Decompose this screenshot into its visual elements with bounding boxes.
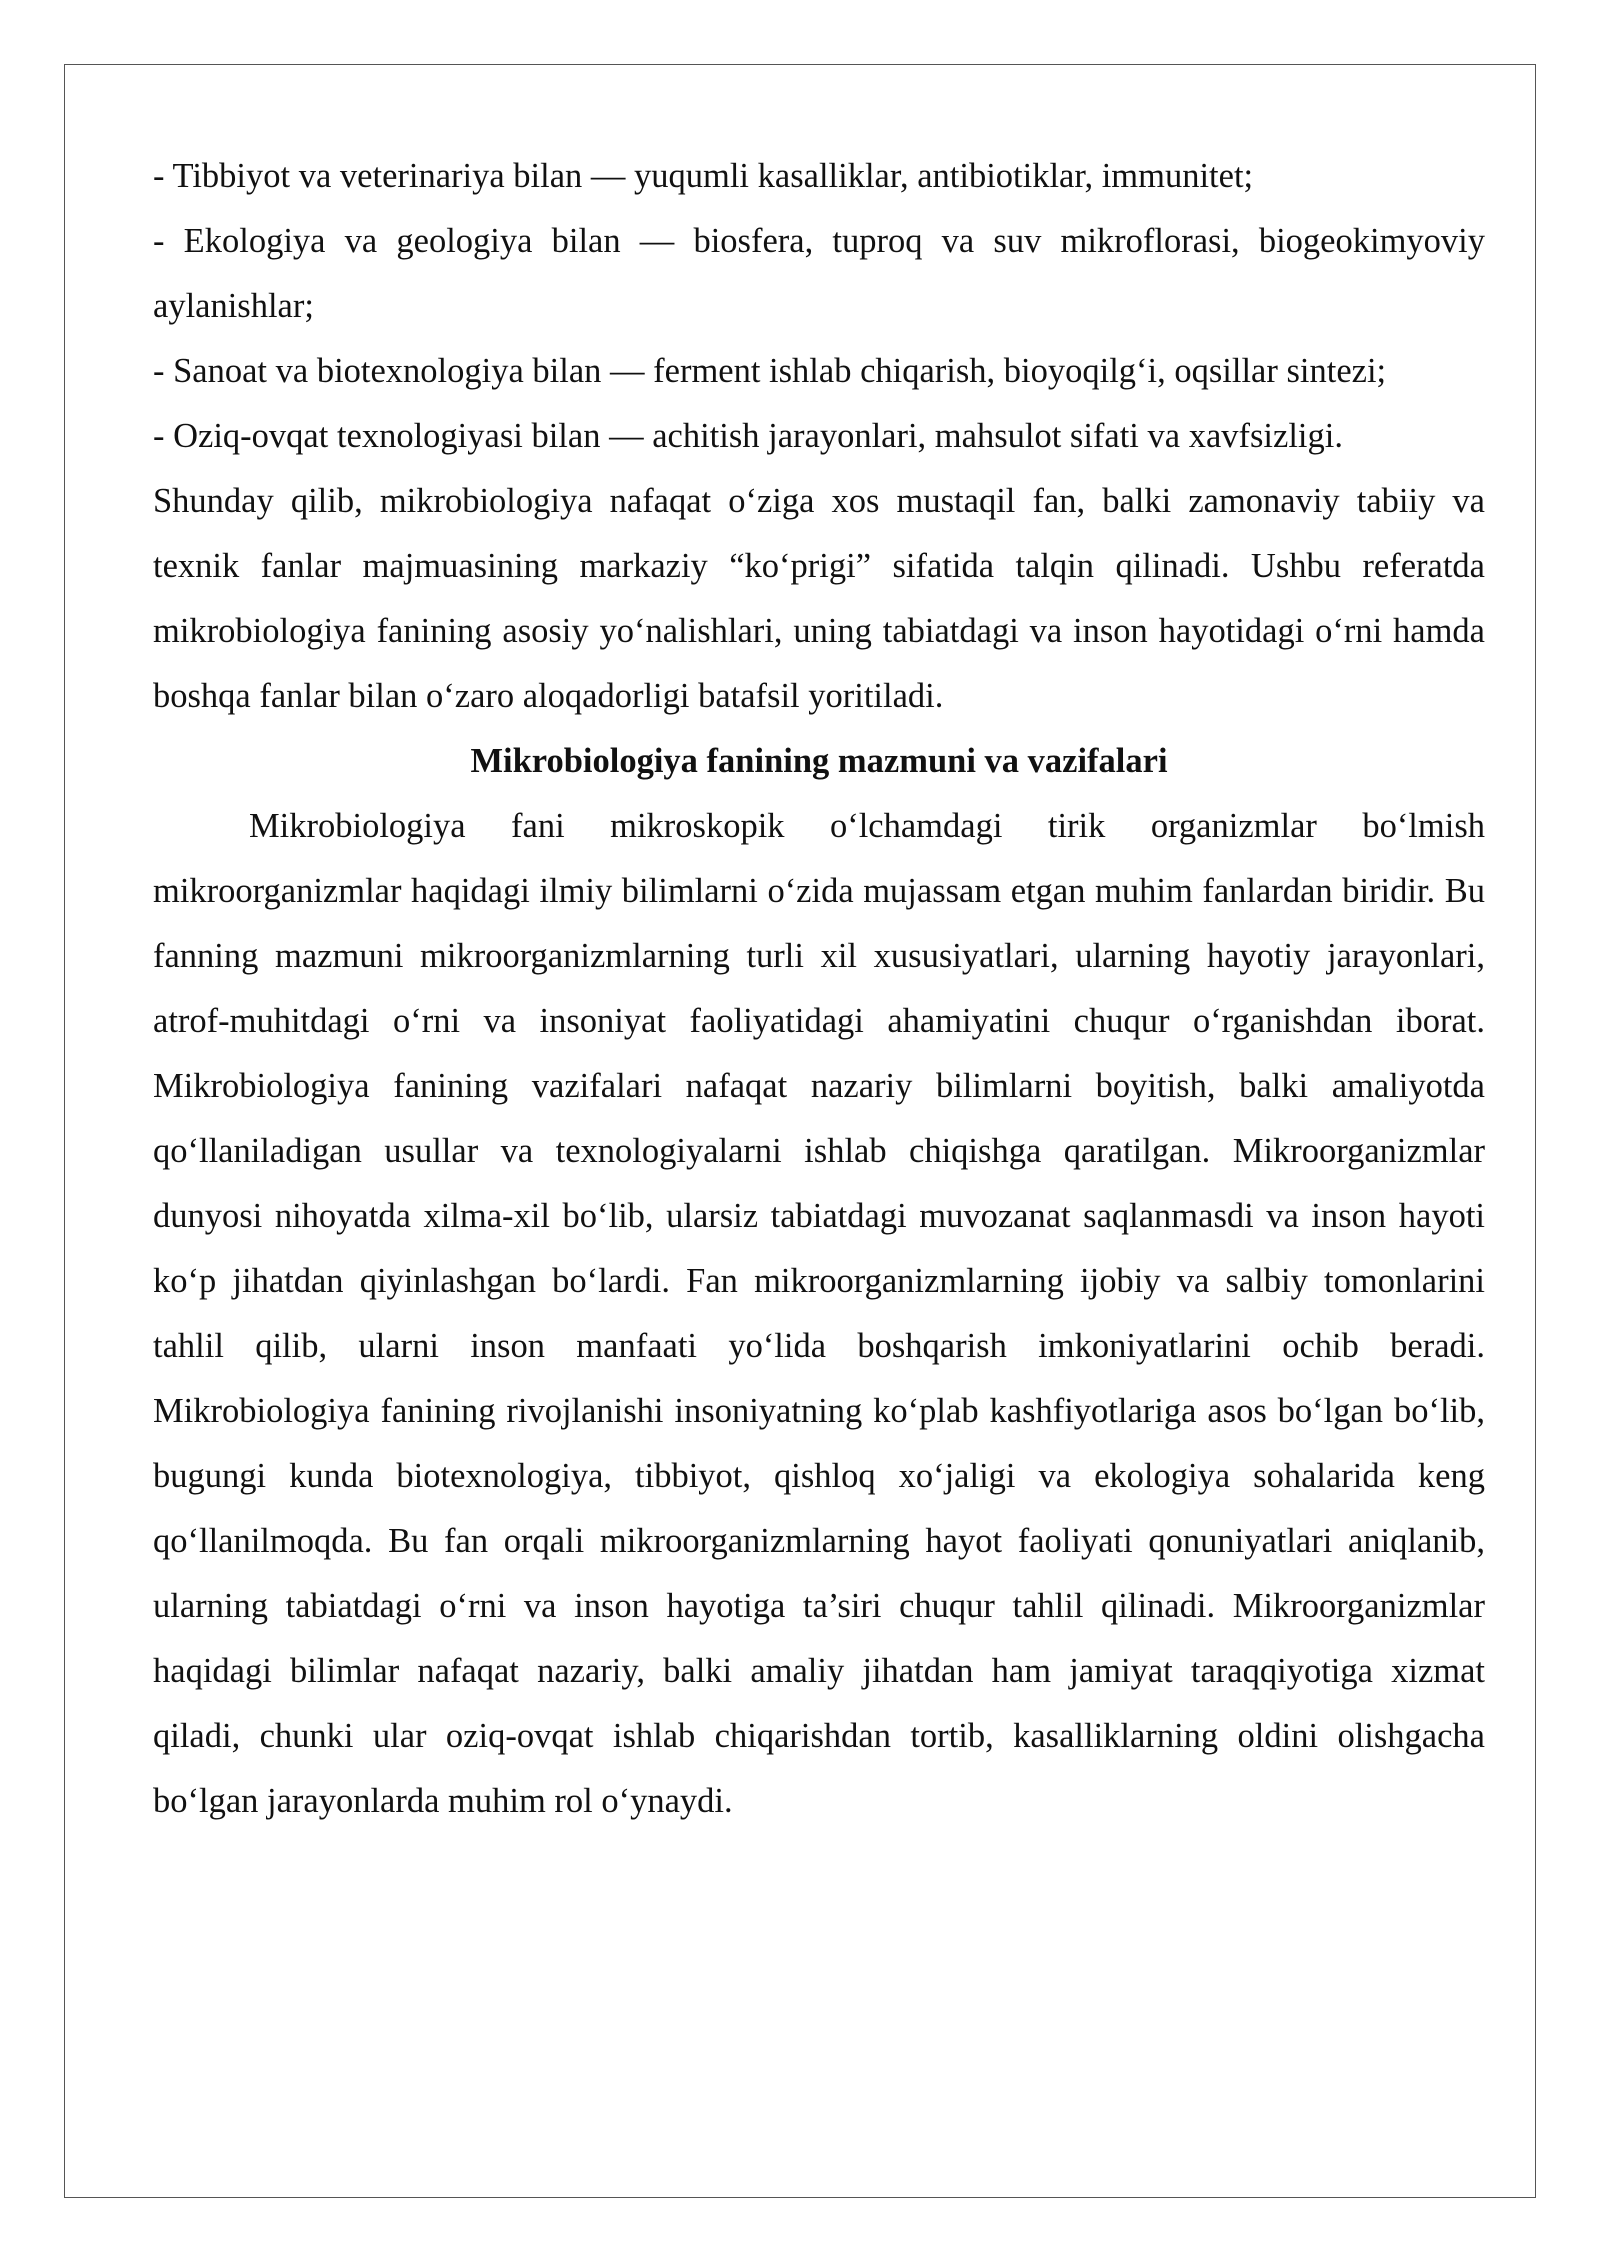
bullet-industry: - Sanoat va biotexnologiya bilan — ferment ishlab chiqarish, bioyoqilg‘i, oqsillar sintezi; bbox=[153, 352, 1387, 390]
bullet-medicine: - Tibbiyot va veterinariya bilan — yuqumli kasalliklar, antibiotiklar, immunitet; bbox=[153, 157, 1254, 195]
section-paragraph: Mikrobiologiya fani mikroskopik o‘lchamdagi tirik organizmlar bo‘lmish mikroorganizmlar haqidagi ilmiy bilimlarni o‘zida mujassam etgan muhim fanlardan biridir. Bu fanning mazmuni mikroorganizmlarning turli xil xususiyatlari, ularning hayotiy jarayonlari, atrof-muhitdagi o‘rni va insoniyat faoliyatidagi ahamiyatini chuqur o‘rganishdan iborat. Mikrobiologiya fanining vazifalari nafaqat nazariy bilimlarni boyitish, balki amaliyotda qo‘llaniladigan usullar va texnologiyalarni ishlab chiqishga qaratilgan. Mikroorganizmlar dunyosi nihoyatda xilma-xil bo‘lib, ularsiz tabiatdagi muvozanat saqlanmasdi va inson hayoti ko‘p jihatdan qiyinlashgan bo‘lardi. Fan mikroorganizmlarning ijobiy va salbiy tomonlarini tahlil qilib, ularni inson manfaati yo‘lida boshqarish imkoniyatlarini ochib beradi. Mikrobiologiya fanining rivojlanishi insoniyatning ko‘plab kashfiyotlariga asos bo‘lgan bo‘lib, bugungi kunda biotexnologiya, tibbiyot, qishloq xo‘jaligi va ekologiya sohalarida keng qo‘llanilmoqda. Bu fan orqali mikroorganizmlarning hayot faoliyati qonuniyatlari aniqlanib, ularning tabiatdagi o‘rni va inson hayotiga ta’siri chuqur tahlil qilinadi. Mikroorganizmlar haqidagi bilimlar nafaqat nazariy, balki amaliy jihatdan ham jamiyat taraqqiyotiga xizmat qiladi, chunki ular oziq-ovqat ishlab chiqarishdan tortib, kasalliklarning oldini olishgacha bo‘lgan jarayonlarda muhim rol o‘ynaydi. bbox=[153, 807, 1485, 1820]
document-body bbox=[153, 144, 1485, 1834]
section-heading: Mikrobiologiya fanining mazmuni va vazifalari bbox=[470, 742, 1168, 780]
summary-paragraph: Shunday qilib, mikrobiologiya nafaqat o‘ziga xos mustaqil fan, balki zamonaviy tabiiy va texnik fanlar majmuasining markaziy “ko‘prigi” sifatida talqin qilinadi. Ushbu referatda mikrobiologiya fanining asosiy yo‘nalishlari, uning tabiatdagi va inson hayotidagi o‘rni hamda boshqa fanlar bilan o‘zaro aloqadorligi batafsil yoritiladi. bbox=[153, 482, 1485, 715]
bullet-food-technology: - Oziq-ovqat texnologiyasi bilan — achitish jarayonlari, mahsulot sifati va xavfsizligi. bbox=[153, 417, 1343, 455]
bullet-ecology: - Ekologiya va geologiya bilan — biosfera, tuproq va suv mikroflorasi, biogeokimyoviy aylanishlar; bbox=[153, 222, 1485, 325]
